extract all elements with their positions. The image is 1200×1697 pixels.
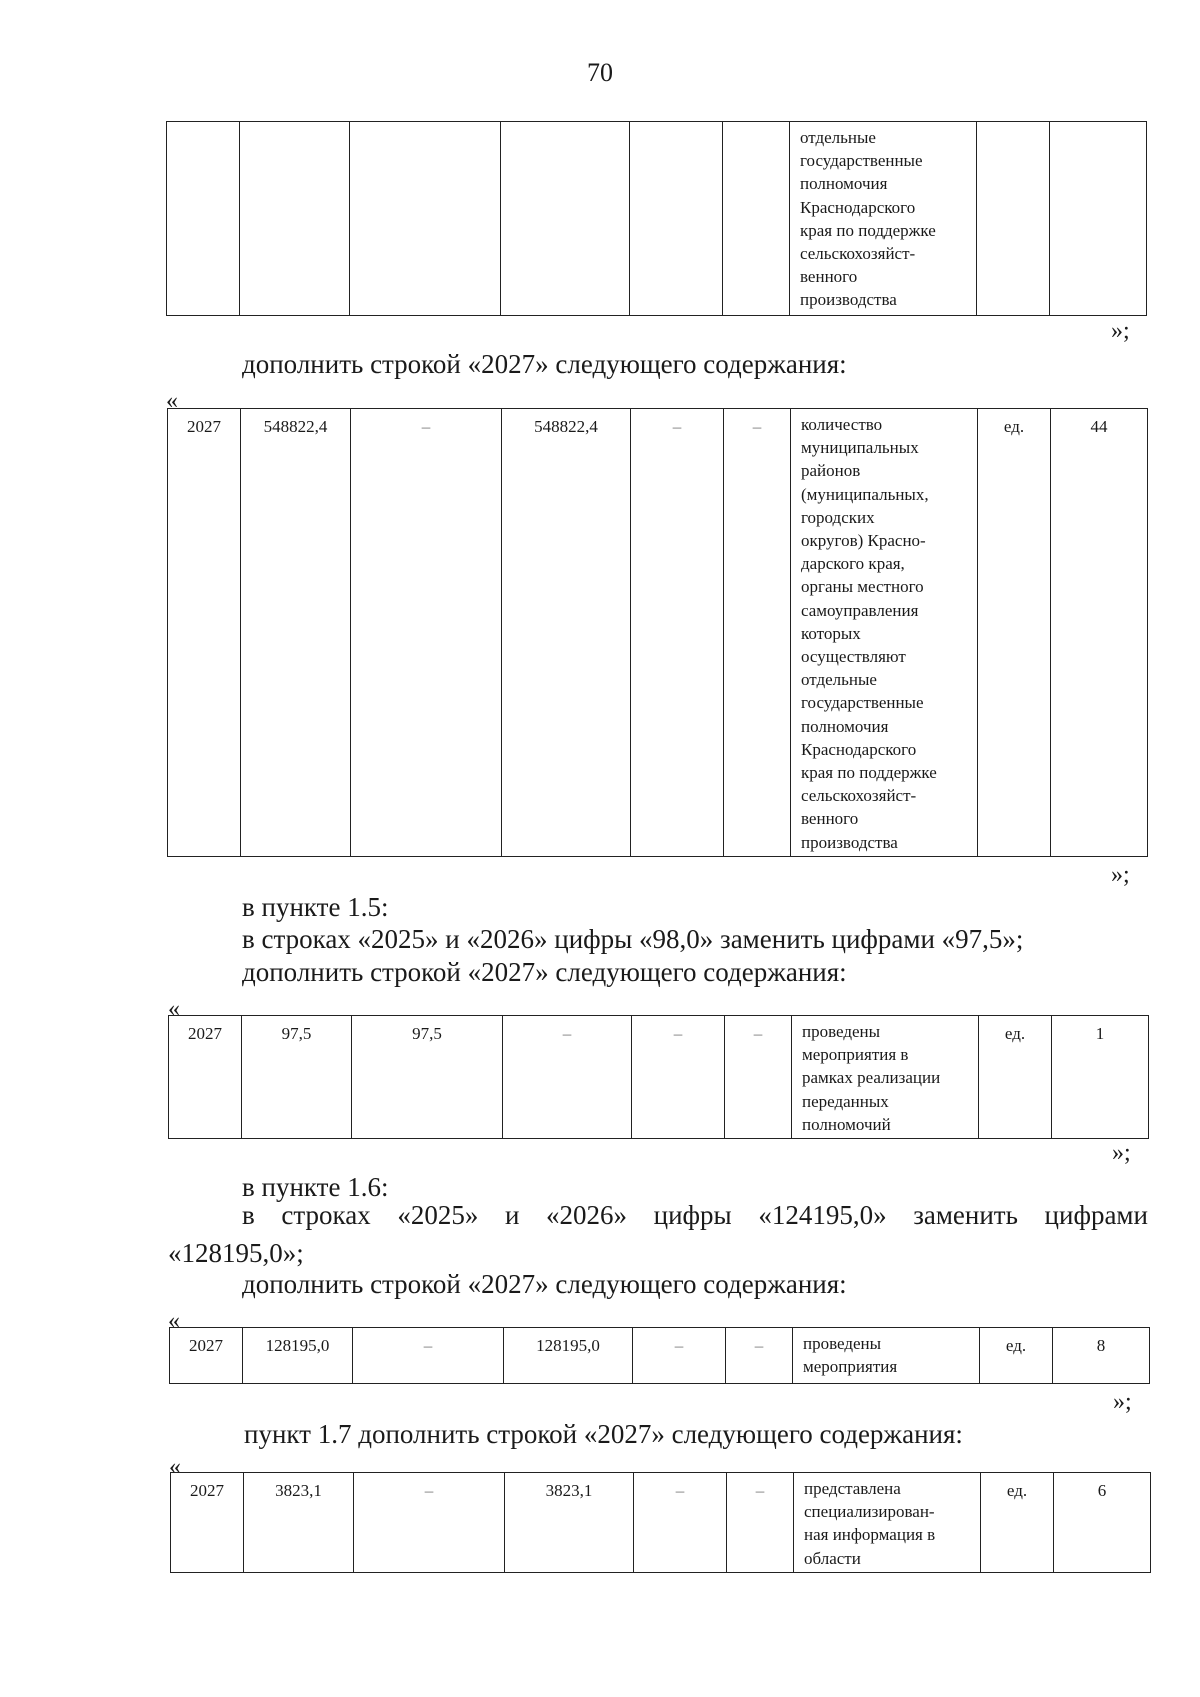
cell-unit [977, 122, 1050, 316]
paragraph-line: дополнить строкой «2027» следующего содержания: [242, 1269, 847, 1299]
cell-col4: – [503, 1016, 632, 1139]
cell-total: 548822,4 [241, 409, 351, 857]
desc-line: самоуправления [801, 600, 919, 620]
cell-description [791, 409, 978, 857]
cell-year: 2027 [170, 1328, 243, 1384]
cell-total: 97,5 [242, 1016, 352, 1139]
desc-line: городских [801, 507, 875, 527]
desc-line: отдельные [800, 128, 876, 147]
table-row-2027-d [170, 1472, 1151, 1573]
cell-unit: ед. [978, 409, 1051, 857]
cell-col6 [723, 122, 790, 316]
desc-line: проведены [803, 1334, 882, 1353]
cell-unit: ед. [979, 1016, 1052, 1139]
desc-line: рамках реализации [802, 1068, 941, 1088]
cell-col6: – [724, 409, 791, 857]
desc-line: мероприятия в [802, 1045, 909, 1065]
desc-line: сельскохозяйст- [801, 786, 917, 806]
desc-line: области [804, 1548, 861, 1568]
paragraph-line: дополнить строкой «2027» следующего содержания: [242, 957, 847, 987]
paragraph-justified-line [242, 1200, 1148, 1231]
cell-col3: – [353, 1328, 504, 1384]
opening-quote: « [169, 1454, 181, 1480]
cell-col5: – [632, 1016, 725, 1139]
paragraph-line: в пункте 1.5: [242, 892, 389, 922]
paragraph-line: «128195,0»; [168, 1238, 304, 1268]
word: цифры [653, 1200, 732, 1230]
word: «124195,0» [758, 1200, 887, 1230]
desc-line: представлена [804, 1479, 901, 1498]
cell-col5: – [634, 1473, 727, 1573]
cell-col3: – [351, 409, 502, 857]
closing-quote: »; [1113, 1389, 1132, 1415]
desc-line: отдельные [801, 670, 877, 690]
desc-line: Краснодарского [801, 739, 917, 759]
desc-line: ная информация в [804, 1525, 936, 1545]
desc-line: государственные [801, 693, 924, 713]
table-continuation [166, 121, 1147, 316]
desc-line: края по поддержке [801, 763, 937, 783]
desc-line: венного [800, 267, 858, 287]
cell-year: 2027 [171, 1473, 244, 1573]
cell-col4: 128195,0 [504, 1328, 633, 1384]
desc-line: венного [801, 809, 859, 829]
desc-line: мероприятия [803, 1357, 898, 1377]
closing-quote: »; [1112, 1140, 1131, 1166]
cell-description [794, 1473, 981, 1573]
desc-line: полномочия [800, 174, 888, 194]
cell-unit: ед. [980, 1328, 1053, 1384]
cell-year [167, 122, 240, 316]
desc-line: полномочия [801, 716, 889, 736]
cell-year: 2027 [169, 1016, 242, 1139]
word: в [242, 1200, 255, 1230]
desc-line: переданных [802, 1091, 889, 1111]
desc-line: дарского края, [801, 554, 905, 574]
word: цифрами [1044, 1200, 1148, 1230]
paragraph-text: дополнить строкой «2027» следующего содержания: [242, 349, 847, 379]
word: «2026» [546, 1200, 628, 1230]
cell-total [240, 122, 350, 316]
paragraph-line: в пункте 1.6: [242, 1172, 389, 1202]
desc-line: края по поддержке [800, 220, 936, 240]
desc-line: производства [801, 832, 898, 852]
cell-description [790, 122, 977, 316]
closing-quote: »; [1111, 318, 1130, 344]
cell-year: 2027 [168, 409, 241, 857]
desc-line: полномочий [802, 1114, 891, 1134]
cell-col6: – [725, 1016, 792, 1139]
cell-col4: 548822,4 [502, 409, 631, 857]
desc-line: сельскохозяйст- [800, 244, 916, 264]
cell-col6: – [727, 1473, 794, 1573]
desc-line: осуществляют [801, 647, 906, 667]
table-row-2027-a [167, 408, 1148, 857]
cell-value [1050, 122, 1147, 316]
desc-line: производства [800, 290, 897, 310]
paragraph-line: в строках «2025» и «2026» цифры «98,0» заменить цифрами «97,5»; [242, 924, 1024, 954]
cell-value: 44 [1051, 409, 1148, 857]
cell-col4: 3823,1 [505, 1473, 634, 1573]
opening-quote: « [168, 996, 180, 1022]
cell-unit: ед. [981, 1473, 1054, 1573]
table-row-2027-b [168, 1015, 1149, 1139]
cell-col3 [350, 122, 501, 316]
cell-col3: – [354, 1473, 505, 1573]
cell-description [792, 1016, 979, 1139]
cell-total: 3823,1 [244, 1473, 354, 1573]
table-row-2027-c [169, 1327, 1150, 1384]
desc-line: муниципальных [801, 438, 919, 458]
cell-col5: – [633, 1328, 726, 1384]
desc-line: государственные [800, 151, 923, 171]
cell-total: 128195,0 [243, 1328, 353, 1384]
desc-line: органы местного [801, 577, 924, 597]
opening-quote: « [168, 1308, 180, 1334]
cell-value: 1 [1052, 1016, 1149, 1139]
desc-line: количество [801, 415, 883, 434]
desc-line: проведены [802, 1022, 881, 1041]
paragraph-text: пункт 1.7 дополнить строкой «2027» следующего содержания: [244, 1419, 963, 1449]
cell-value: 6 [1054, 1473, 1151, 1573]
cell-col5 [630, 122, 723, 316]
opening-quote: « [166, 388, 178, 414]
cell-col5: – [631, 409, 724, 857]
word: «2025» [397, 1200, 479, 1230]
cell-col6: – [726, 1328, 793, 1384]
cell-col4 [501, 122, 630, 316]
closing-quote: »; [1111, 862, 1130, 888]
page-number: 70 [587, 58, 613, 87]
desc-line: округов) Красно- [801, 531, 926, 551]
desc-line: специализирован- [804, 1502, 935, 1522]
desc-line: (муниципальных, [801, 484, 929, 504]
desc-line: Краснодарского [800, 197, 916, 217]
word: заменить [913, 1200, 1018, 1230]
desc-line: районов [801, 461, 861, 481]
word: строках [281, 1200, 371, 1230]
desc-line: которых [801, 623, 861, 643]
word: и [504, 1200, 520, 1230]
cell-description [793, 1328, 980, 1384]
cell-col3: 97,5 [352, 1016, 503, 1139]
cell-value: 8 [1053, 1328, 1150, 1384]
